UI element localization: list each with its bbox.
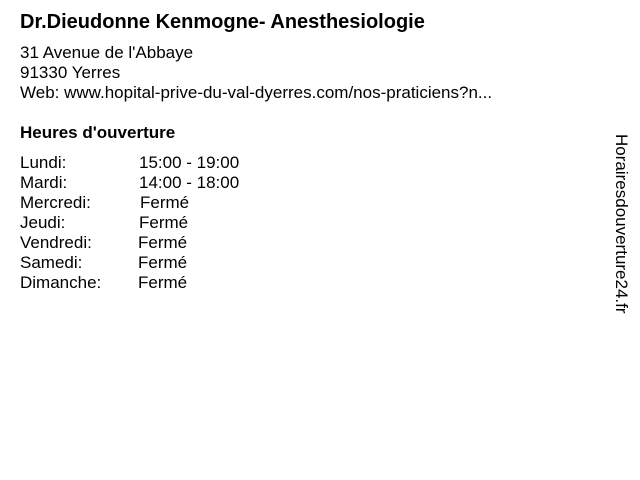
time-value: 14:00 - 18:00 — [139, 173, 240, 192]
day-label: Lundi: — [20, 153, 67, 172]
time-value: 15:00 - 19:00 — [139, 153, 240, 172]
day-label: Mercredi: — [20, 193, 91, 212]
day-label: Samedi: — [20, 253, 83, 272]
day-label: Jeudi: — [20, 213, 66, 232]
time-value: Fermé — [138, 253, 188, 272]
postal-city: 91330 Yerres — [20, 63, 121, 82]
day-label: Vendredi: — [20, 233, 92, 252]
address-block — [20, 43, 492, 103]
time-value: Fermé — [138, 233, 188, 252]
time-value: Fermé — [139, 213, 189, 232]
page-title: Dr.Dieudonne Kenmogne- Anesthesiologie — [20, 11, 425, 33]
time-value: Fermé — [138, 273, 188, 292]
time-value: Fermé — [140, 193, 190, 212]
day-label: Mardi: — [20, 173, 68, 192]
day-label: Dimanche: — [20, 273, 102, 292]
hours-heading: Heures d'ouverture — [20, 123, 176, 142]
street-address: 31 Avenue de l'Abbaye — [20, 43, 194, 62]
site-watermark: Horairesdouverture24.fr — [612, 134, 631, 314]
website-link[interactable]: Web: www.hopital-prive-du-val-dyerres.com/nos-praticiens?n... — [20, 83, 493, 102]
